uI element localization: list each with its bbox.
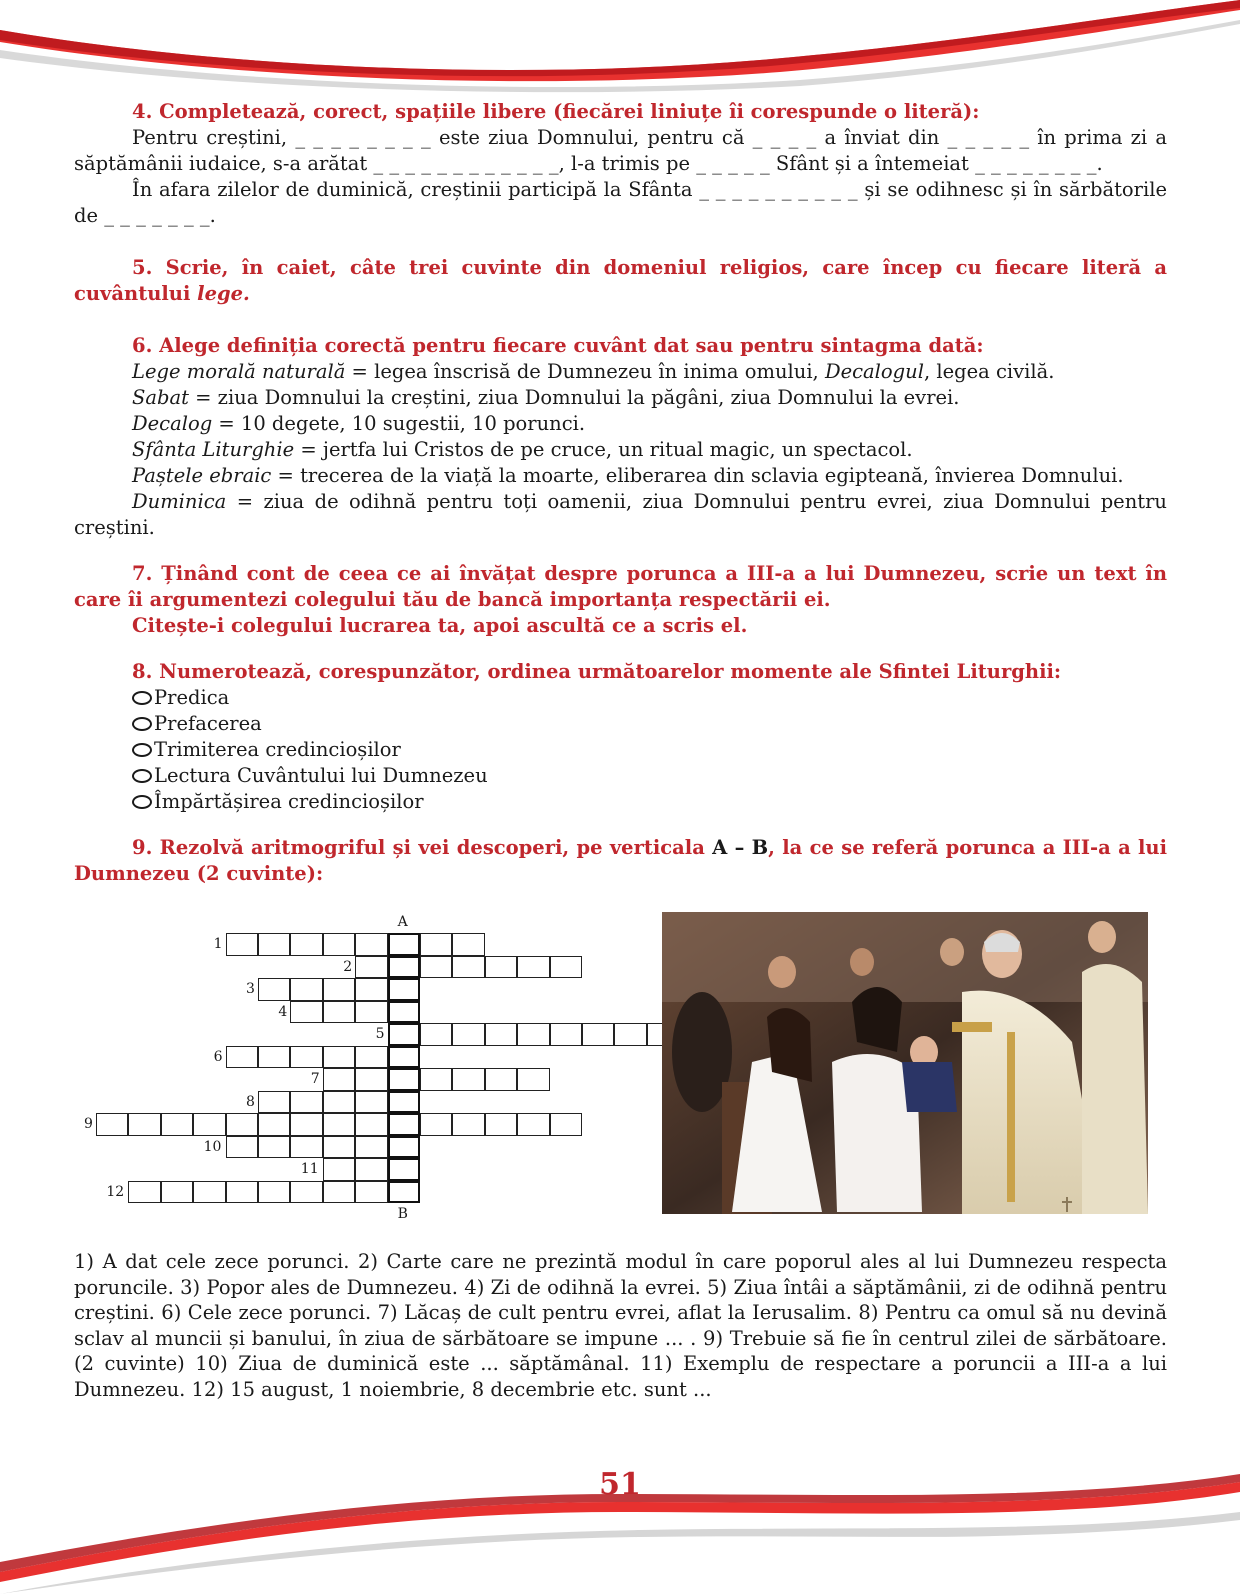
order-number-circle[interactable]: [132, 769, 152, 783]
liturgy-moment-option: [74, 737, 1167, 763]
crossword-cell[interactable]: [290, 1113, 322, 1136]
crossword-cell[interactable]: [355, 933, 387, 956]
exercise-5-title: [74, 255, 1167, 307]
crossword-row-number: 3: [246, 981, 255, 997]
crossword-cell[interactable]: [290, 1046, 322, 1069]
crossword-cell[interactable]: [128, 1113, 160, 1136]
exercise-8-options: [74, 685, 1167, 815]
exercise-7-title: 7. Ținând cont de ceea ce ai învățat despre porunca a III-a a lui Dumnezeu, scrie un text în care îi argumentezi colegului tău de bancă importanța respectării ei.: [74, 562, 1167, 611]
crossword-row-number: 8: [246, 1093, 255, 1110]
crossword-row-number: 10: [203, 1138, 222, 1155]
crossword-cell[interactable]: [582, 1023, 614, 1046]
definition-item: [74, 463, 1167, 489]
crossword-cell[interactable]: [355, 1158, 387, 1181]
option-label: Prefacerea: [154, 712, 262, 735]
crossword-key-cell[interactable]: [388, 1023, 420, 1046]
option-label: Trimiterea credincioșilor: [154, 738, 401, 761]
definition-term: Lege morală naturală: [132, 360, 346, 383]
crossword-cell[interactable]: [452, 1068, 484, 1091]
definition-text: = legea înscrisă de Dumnezeu în inima omului,: [345, 360, 825, 383]
exercise-5-word: lege.: [197, 282, 250, 305]
crossword-row-number: 4: [278, 1003, 288, 1020]
crossword-cell[interactable]: [355, 978, 387, 1001]
crossword-key-cell[interactable]: [388, 1068, 420, 1091]
crossword-cell[interactable]: [355, 1113, 387, 1136]
crossword-cell[interactable]: [193, 1181, 225, 1204]
crossword-cell[interactable]: [420, 956, 452, 979]
crossword-cell[interactable]: [290, 978, 322, 1001]
crossword-cell[interactable]: [355, 1068, 387, 1091]
crossword-cell[interactable]: [323, 1158, 355, 1181]
liturgy-moment-option: [74, 685, 1167, 711]
order-number-circle[interactable]: [132, 717, 152, 731]
crossword-cell[interactable]: [290, 1001, 322, 1024]
crossword-key-cell[interactable]: [388, 1113, 420, 1136]
crossword-cell[interactable]: [290, 1091, 322, 1114]
definition-item: [74, 437, 1167, 463]
top-wave-decoration: [0, 0, 1240, 95]
exercise-4-paragraph-1: Pentru creștini, _ _ _ _ _ _ _ _ este ziua Domnului, pentru că _ _ _ _ a înviat din _ _ _ _ _ în prima zi a săptămânii iudaice, s-a arătat _ _ _ _ _ _ _ _ _ _ _ _, l-a trimis pe _ _ _ _ _ Sfânt și a întemeiat _ _ _ _ _ _ _ _.: [74, 126, 1167, 175]
page-content: [74, 99, 1167, 905]
crossword-cell[interactable]: [226, 1181, 258, 1204]
crossword-cell[interactable]: [193, 1113, 225, 1136]
crossword-cell[interactable]: [290, 1181, 322, 1204]
crossword-cell[interactable]: [452, 933, 484, 956]
crossword-cell[interactable]: [517, 1023, 549, 1046]
crossword-key-cell[interactable]: [388, 978, 420, 1001]
exercise-8-title: 8. Numerotează, corespunzător, ordinea următoarelor momente ale Sfintei Liturghii:: [132, 660, 1062, 683]
exercise-4: [74, 99, 1167, 229]
crossword-grid: [74, 912, 654, 1232]
order-number-circle[interactable]: [132, 691, 152, 705]
crossword-cell[interactable]: [485, 1113, 517, 1136]
liturgy-moment-option: [74, 711, 1167, 737]
exercise-9: [74, 835, 1167, 887]
definition-term: Paștele ebraic: [132, 464, 272, 487]
crossword-cell[interactable]: [226, 1046, 258, 1069]
crossword-key-cell[interactable]: [388, 1046, 420, 1069]
definition-rest: , legea civilă.: [923, 360, 1055, 383]
column-label-b: B: [397, 1206, 408, 1222]
crossword-cell[interactable]: [323, 978, 355, 1001]
definition-term: Sfânta Liturghie: [132, 438, 295, 461]
crossword-cell[interactable]: [323, 1136, 355, 1159]
option-label: Împărtășirea credincioșilor: [154, 790, 424, 813]
definition-term: Duminica: [132, 490, 227, 513]
crossword-cell[interactable]: [258, 1136, 290, 1159]
crossword-cell[interactable]: [517, 1113, 549, 1136]
definition-item: [74, 385, 1167, 411]
definition-italic: Decalogul: [824, 360, 924, 383]
crossword-row-number: 12: [106, 1183, 125, 1200]
liturgy-moment-option: [74, 789, 1167, 815]
order-number-circle[interactable]: [132, 743, 152, 757]
crossword-cell[interactable]: [258, 1046, 290, 1069]
crossword-cell[interactable]: [258, 1091, 290, 1114]
definition-term: Sabat: [132, 386, 189, 409]
crossword-key-cell[interactable]: [388, 1001, 420, 1024]
exercise-9-title-part-2: , la ce se referă porunca a III-a a lui Dumnezeu (2 cuvinte):: [74, 836, 1168, 885]
crossword-cell[interactable]: [226, 1136, 258, 1159]
crossword-cell[interactable]: [258, 978, 290, 1001]
crossword-row-number: 11: [300, 1161, 319, 1177]
crossword-cell[interactable]: [485, 956, 517, 979]
crossword-cell[interactable]: [355, 1046, 387, 1069]
crossword-cell[interactable]: [355, 1091, 387, 1114]
exercise-8: [74, 659, 1167, 815]
exercise-4-paragraph-2: În afara zilelor de duminică, creștinii participă la Sfânta _ _ _ _ _ _ _ _ _ _ și se odihnesc și în sărbătorile de _ _ _ _ _ _ _.: [74, 178, 1167, 227]
crossword-clues: 1) A dat cele zece porunci. 2) Carte care ne prezintă modul în care poporul ales al lui Dumnezeu respecta poruncile. 3) Popor ales de Dumnezeu. 4) Zi de odihnă la evrei. 5) Ziua întâi a săptămânii, zi de odihnă pentru creștini. 6) Cele zece porunci. 7) Lăcaș de cult pentru evrei, aflat la Ierusalim. 8) Pentru ca omul să nu devină sclav al muncii și banului, în ziua de sărbătoare se impune ... . 9) Trebuie să fie în centrul zilei de sărbătoare. (2 cuvinte) 10) Ziua de duminică este ... săptămânal. 11) Exemplu de respectare a poruncii a III-a a lui Dumnezeu. 12) 15 august, 1 noiembrie, 8 decembrie etc. sunt ...: [74, 1250, 1167, 1401]
crossword-cell[interactable]: [420, 1113, 452, 1136]
crossword-cell[interactable]: [161, 1181, 193, 1204]
crossword-cell[interactable]: [323, 1046, 355, 1069]
crossword-key-cell[interactable]: [388, 1136, 420, 1159]
option-label: Lectura Cuvântului lui Dumnezeu: [154, 764, 488, 787]
exercise-6-title: 6. Alege definiția corectă pentru fiecare cuvânt dat sau pentru sintagma dată:: [132, 334, 984, 357]
crossword-cell[interactable]: [226, 1113, 258, 1136]
crossword-key-cell[interactable]: [388, 1181, 420, 1204]
crossword-cell[interactable]: [485, 1023, 517, 1046]
crossword-key-cell[interactable]: [388, 933, 420, 956]
page-number: 51: [599, 1467, 641, 1502]
crossword-cell[interactable]: [452, 1023, 484, 1046]
crossword-cell[interactable]: [452, 956, 484, 979]
crossword-cell[interactable]: [226, 933, 258, 956]
definition-item: [74, 489, 1167, 541]
crossword-cell[interactable]: [420, 933, 452, 956]
crossword-cell[interactable]: [355, 1136, 387, 1159]
crossword-key-cell[interactable]: [388, 956, 420, 979]
definition-item: [74, 411, 1167, 437]
crossword-cell[interactable]: [323, 1091, 355, 1114]
crossword-cell[interactable]: [517, 956, 549, 979]
crossword-cell[interactable]: [420, 1068, 452, 1091]
crossword-cell[interactable]: [323, 1113, 355, 1136]
crossword-cell[interactable]: [452, 1113, 484, 1136]
crossword-cell[interactable]: [517, 1068, 549, 1091]
option-label: Predica: [154, 686, 230, 709]
crossword-row-number: 1: [213, 936, 223, 952]
definition-term: Decalog: [132, 412, 213, 435]
crossword-row-number: 5: [375, 1026, 385, 1042]
crossword-row-number: 7: [310, 1071, 320, 1087]
crossword-cell[interactable]: [161, 1113, 193, 1136]
crossword-cell[interactable]: [323, 933, 355, 956]
crossword-key-cell[interactable]: [388, 1091, 420, 1114]
exercise-7-line-2: Citește-i colegului lucrarea ta, apoi ascultă ce a scris el.: [132, 614, 748, 637]
exercise-9-title-part-1: 9. Rezolvă aritmogriful și vei descoperi, pe verticala: [132, 836, 705, 859]
crossword-row-number: 2: [343, 958, 353, 975]
crossword-cell[interactable]: [355, 956, 387, 979]
crossword-cell[interactable]: [128, 1181, 160, 1204]
crossword-cell[interactable]: [258, 1113, 290, 1136]
exercise-9-title: [74, 835, 1167, 887]
definition-item: [74, 359, 1167, 385]
definition-text: = 10 degete, 10 sugestii, 10 porunci.: [212, 412, 586, 435]
exercise-9-ab-label: A – B: [712, 836, 769, 859]
crossword-cell[interactable]: [355, 1181, 387, 1204]
crossword-key-cell[interactable]: [388, 1158, 420, 1181]
crossword-cell[interactable]: [96, 1113, 128, 1136]
crossword-cell[interactable]: [550, 1023, 582, 1046]
column-label-a: A: [397, 914, 408, 930]
exercise-7: [74, 561, 1167, 639]
exercise-5: [74, 255, 1167, 307]
definition-text: = trecerea de la viață la moarte, eliberarea din sclavia egipteană, învierea Domnului.: [271, 464, 1124, 487]
liturgy-moment-option: [74, 763, 1167, 789]
exercise-6: [74, 333, 1167, 541]
crossword-cell[interactable]: [485, 1068, 517, 1091]
crossword-cell[interactable]: [323, 1181, 355, 1204]
communion-photo: [662, 912, 1148, 1214]
crossword-cell[interactable]: [323, 1001, 355, 1024]
crossword-cell[interactable]: [614, 1023, 646, 1046]
exercise-4-title: 4. Completează, corect, spațiile libere (fiecărei liniuțe îi corespunde o literă):: [132, 100, 980, 123]
crossword-row-number: 9: [84, 1116, 93, 1132]
definition-text: = ziua Domnului la creștini, ziua Domnului la păgâni, ziua Domnului la evrei.: [188, 386, 960, 409]
definition-text: = jertfa lui Cristos de pe cruce, un ritual magic, un spectacol.: [294, 438, 913, 461]
exercise-6-list: [74, 359, 1167, 541]
crossword-cell[interactable]: [550, 956, 582, 979]
crossword-cell[interactable]: [290, 933, 322, 956]
crossword-cell[interactable]: [258, 933, 290, 956]
definition-text: = ziua de odihnă pentru toți oamenii, ziua Domnului pentru evrei, ziua Domnului pentru creștini.: [74, 490, 1167, 539]
exercise-5-text: 5. Scrie, în caiet, câte trei cuvinte din domeniul religios, care încep cu fiecare literă a cuvântului: [74, 256, 1167, 305]
crossword-cell[interactable]: [355, 1001, 387, 1024]
crossword-cell[interactable]: [323, 1068, 355, 1091]
order-number-circle[interactable]: [132, 795, 152, 809]
crossword-cell[interactable]: [290, 1136, 322, 1159]
crossword-row-number: 6: [213, 1048, 223, 1065]
crossword-cell[interactable]: [258, 1181, 290, 1204]
crossword-cell[interactable]: [420, 1023, 452, 1046]
crossword-cell[interactable]: [550, 1113, 582, 1136]
